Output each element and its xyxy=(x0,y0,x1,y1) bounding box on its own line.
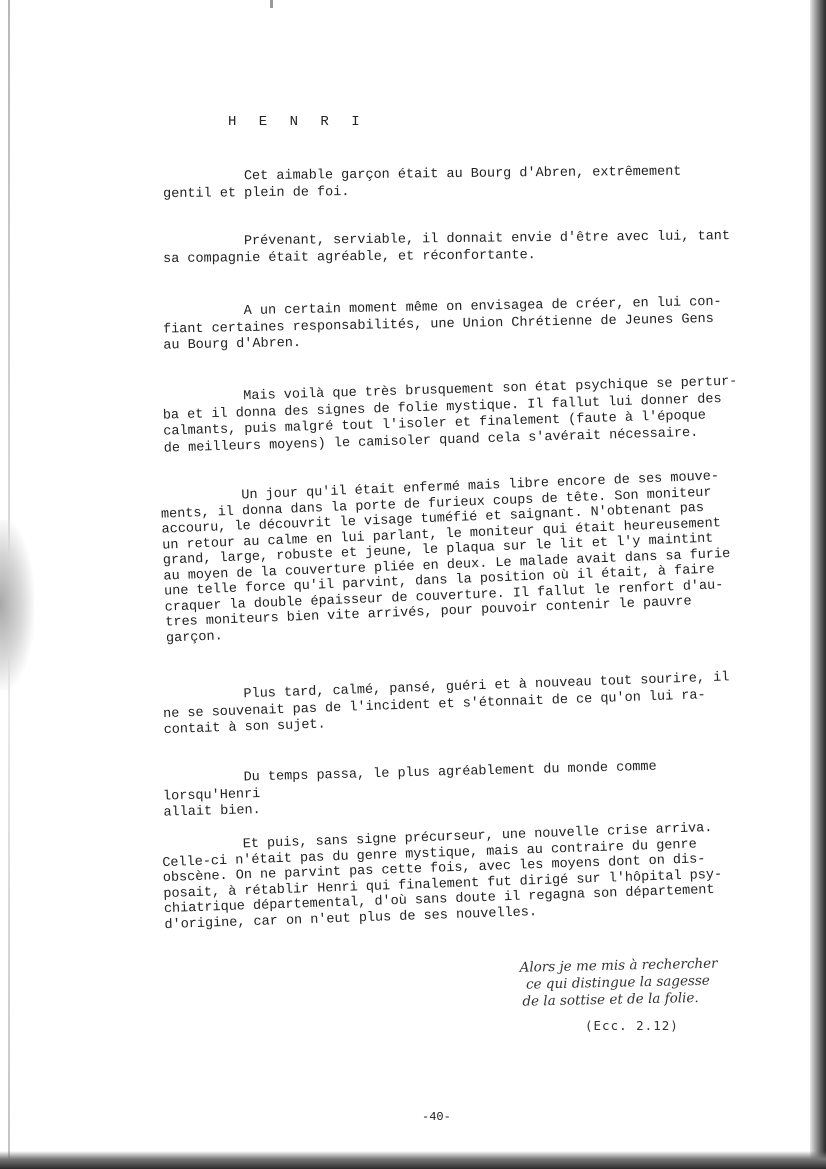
page-number: -40- xyxy=(422,1110,451,1124)
quote-line: Alors je me mis à rechercher xyxy=(519,955,718,976)
paragraph-1: Cet aimable garçon était au Bourg d'Abren, extrêmement gentil et plein de foi. xyxy=(162,164,682,202)
quote-line: de la sottise et de la folie. xyxy=(522,989,699,1010)
paragraph-4: Mais voilà que très brusquement son état psychique se pertur- ba et il donna des signes de folie mystique. Il fallut lui donner des calmants, puis malgré tout l'isoler et finalement (faute à l'époque de meilleurs moyens) le camisoler quand cela s'avérait nécessaire. xyxy=(162,374,738,457)
paragraph-5: Un jour qu'il était enfermé mais libre encore de ses mouve- ments, il donna dans la porte de furieux coups de tête. Son moniteur accouru, le découvrit le visage tuméfié et saignant. N'obtenant pas un retour au calme en lui parlant, le moniteur qui était heureusement grand, large, robuste et jeune, le plaqua sur le lit et l'y maintint au moyen de la couverture pliée en deux. Le malade avait dans sa furie une telle force qu'il parvint, dans la position où il était, à faire craquer la double épaisseur de couverture. Il fallut le renfort d'au- tres moniteurs bien vite arrivés, pour pouvoir contenir le pauvre garçon. xyxy=(160,469,731,647)
paragraph-8: Et puis, sans signe précurseur, une nouvelle crise arriva. Celle-ci n'était pas du genre mystique, mais au contraire du genre obscène. On ne parvint pas cette fois, avec les moyens dont on dis- posait, à rétablir Henri qui finalement fut dirigé sur l'hôpital psy- chiatrique départemental, d'où sans doute il regagna son département d'origine, car on n'eut plus de ses nouvelles. xyxy=(161,820,723,933)
paragraph-3: A un certain moment même on envisagea de créer, en lui con- fiant certaines responsabilités, une Union Chrétienne de Jeunes Gens au Bourg d'Abren. xyxy=(162,294,722,354)
page-title: H E N R I xyxy=(228,114,367,130)
quote-reference: (Ecc. 2.12) xyxy=(585,1018,679,1033)
quote-line: ce qui distingue la sagesse xyxy=(525,972,710,993)
handwritten-quote xyxy=(519,954,780,1010)
paragraph-6: Plus tard, calmé, pansé, guéri et à nouveau tout sourire, il ne se souvenait pas de l'incident et s'étonnait de ce qu'on lui ra- contait à son sujet. xyxy=(162,670,730,739)
paragraph-7: Du temps passa, le plus agréablement du monde comme lorsqu'Henri allait bien. xyxy=(162,759,665,821)
paragraph-2: Prévenant, serviable, il donnait envie d'être avec lui, tant sa compagnie était agréable, et réconfortante. xyxy=(162,229,731,267)
